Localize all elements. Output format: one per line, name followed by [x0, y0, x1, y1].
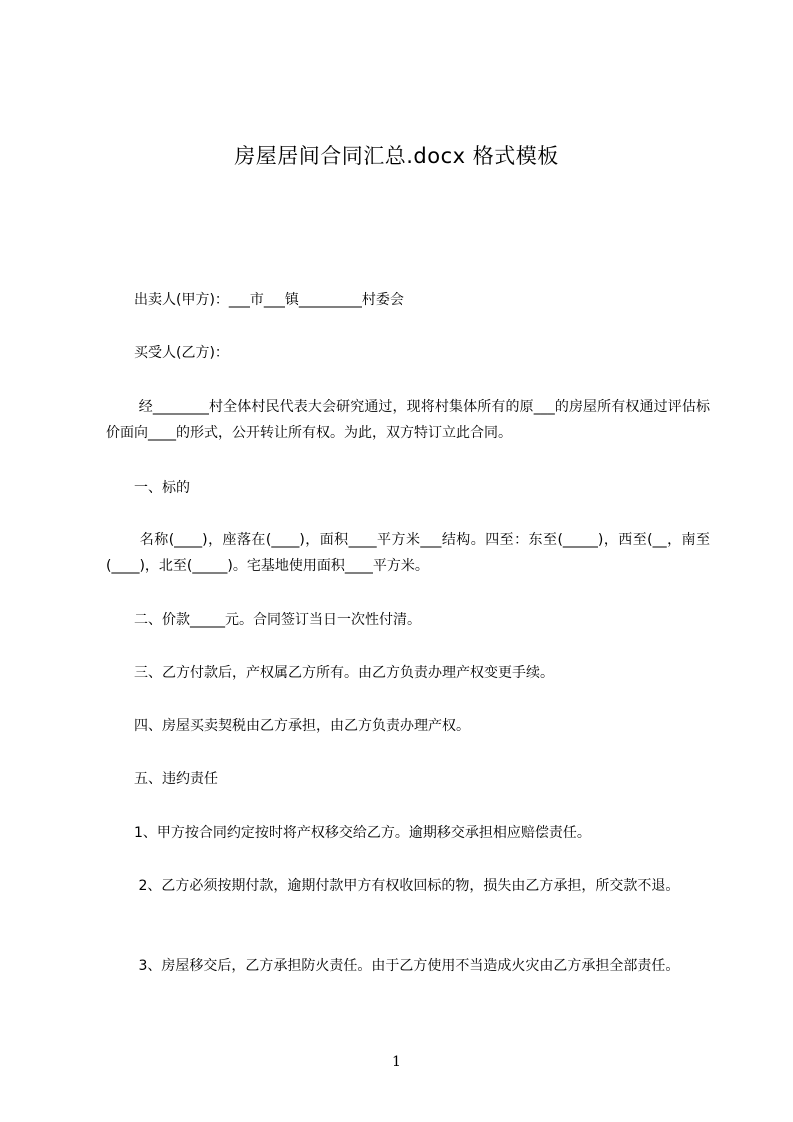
paragraph-liability-3: 3、房屋移交后，乙方承担防火责任。由于乙方使用不当造成火灾由乙方承担全部责任。	[106, 958, 680, 974]
document-title: 房屋居间合同汇总.docx 格式模板	[234, 144, 559, 168]
paragraph-intro: 经________村全体村民代表大会研究通过，现将村集体所有的原___的房屋所有权通过评估标价面向____的形式，公开转让所有权。为此，双方特订立此合同。	[106, 399, 710, 441]
paragraph-liability-1: 1、甲方按合同约定按时将产权移交给乙方。逾期移交承担相应赔偿责任。	[106, 825, 591, 841]
page-number: 1	[392, 1054, 401, 1070]
paragraph-buyer: 买受人(乙方)：	[106, 345, 229, 361]
paragraph-subject-details: 名称(____)，座落在(____)，面积____平方米___结构。四至：东至(_____)，西至(__，南至(____)，北至(_____)。宅基地使用面积____平方米。	[106, 532, 710, 574]
paragraph-ownership: 三、乙方付款后，产权属乙方所有。由乙方负责办理产权变更手续。	[106, 665, 554, 681]
paragraph-price: 二、价款_____元。合同签订当日一次性付清。	[106, 612, 421, 628]
paragraph-liability-2: 2、乙方必须按期付款，逾期付款甲方有权收回标的物，损失由乙方承担，所交款不退。	[106, 878, 680, 894]
paragraph-seller: 出卖人(甲方)：___市___镇_________村委会	[106, 292, 404, 308]
heading-subject: 一、标的	[106, 480, 190, 496]
paragraph-tax: 四、房屋买卖契税由乙方承担，由乙方负责办理产权。	[106, 718, 470, 734]
heading-liability: 五、违约责任	[106, 771, 218, 787]
